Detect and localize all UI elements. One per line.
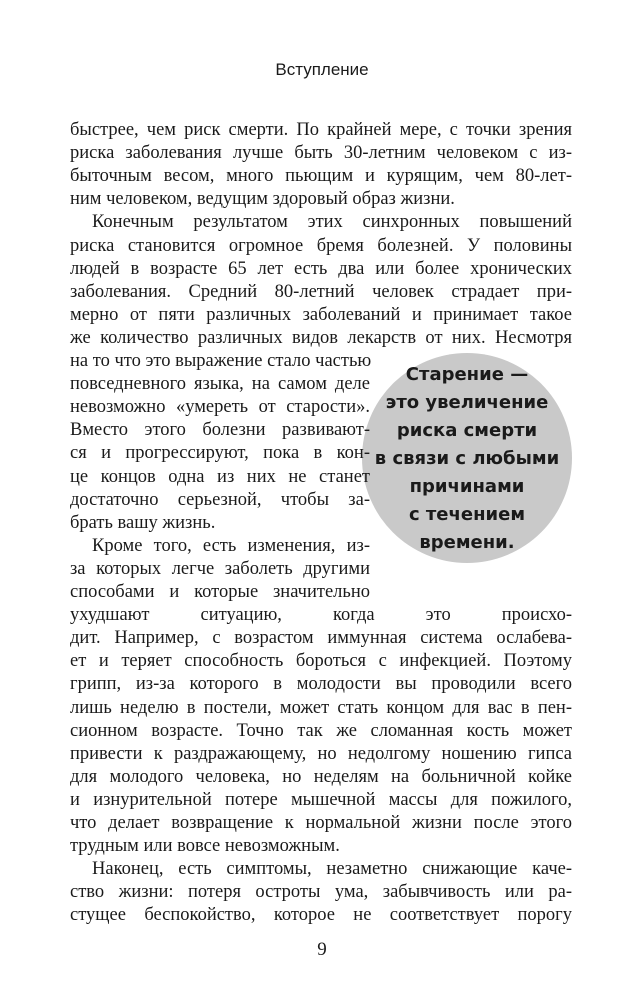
- text-line: Вместо этого болезни развивают-: [70, 420, 370, 441]
- text-line: людей в возрасте 65 лет есть два или более хронических: [70, 258, 572, 279]
- text-line: привести к раздражающему, но недолгому ношению гипса: [70, 743, 572, 764]
- text-line: сионном возрасте. Точно так же сломанная кость может: [70, 720, 572, 741]
- text-line: лишь неделю в постели, может стать концом для вас в пен-: [70, 697, 572, 718]
- text-line: дит. Например, с возрастом иммунная система ослабева-: [70, 628, 572, 649]
- text-line: це концов одна из них не станет: [70, 466, 370, 487]
- page-number: 9: [317, 938, 327, 960]
- text-line: риска заболевания лучше быть 30-летним человеком с из-: [70, 143, 572, 164]
- text-line: ся и прогрессируют, пока в кон-: [70, 443, 370, 464]
- text-line: ухудшают ситуацию, когда это происхо-: [70, 605, 572, 626]
- text-line: быстрее, чем риск смерти. По крайней мере, с точки зрения: [70, 120, 572, 140]
- text-line: за которых легче заболеть другими: [70, 558, 370, 579]
- text-line: достаточно серьезной, чтобы за-: [70, 489, 370, 510]
- text-line: брать вашу жизнь.: [70, 512, 216, 533]
- text-line: и изнурительной потере мышечной массы для пожилого,: [70, 789, 572, 810]
- text-line: для молодого человека, но неделям на больничной койке: [70, 766, 572, 787]
- text-line: же количество различных видов лекарств от них. Несмотря: [70, 327, 572, 348]
- text-line: мерно от пяти различных заболеваний и принимает такое: [70, 304, 572, 325]
- text-line: невозможно «умереть от старости».: [70, 397, 370, 418]
- text-line: заболевания. Средний 80-летний человек страдает при-: [70, 281, 572, 302]
- text-line: способами и которые значительно: [70, 582, 370, 602]
- text-line: Наконец, есть симптомы, незаметно снижающие каче-: [92, 859, 572, 880]
- text-line: что делает возвращение к нормальной жизни после этого: [70, 813, 572, 833]
- text-line: Конечным результатом этих синхронных повышений: [92, 212, 572, 233]
- running-header: Вступление: [275, 60, 369, 79]
- pull-quote-text: Старение — это увеличение риска смерти в связи с любыми причинами с течением времени.: [374, 364, 560, 553]
- text-line: стущее беспокойство, которое не соответствует порогу: [70, 905, 572, 926]
- text-line: на то что это выражение стало частью: [70, 351, 372, 371]
- text-line: Кроме того, есть изменения, из-: [92, 535, 370, 556]
- text-line: ет и теряет способность бороться с инфекцией. Поэтому: [70, 651, 572, 672]
- pull-quote-circle: [362, 353, 572, 563]
- text-line: повседневного языка, на самом деле: [70, 374, 370, 395]
- text-line: риска становится огромное бремя болезней. У половины: [70, 235, 572, 256]
- text-line: ство жизни: потеря остроты ума, забывчивость или ра-: [70, 882, 572, 903]
- text-line: трудным или вовсе невозможным.: [70, 836, 340, 857]
- text-line: быточным весом, много пьющим и курящим, чем 80-лет-: [70, 166, 572, 187]
- text-line: ним человеком, ведущим здоровый образ жизни.: [70, 189, 455, 210]
- text-line: грипп, из-за которого в молодости вы проводили всего: [70, 674, 572, 695]
